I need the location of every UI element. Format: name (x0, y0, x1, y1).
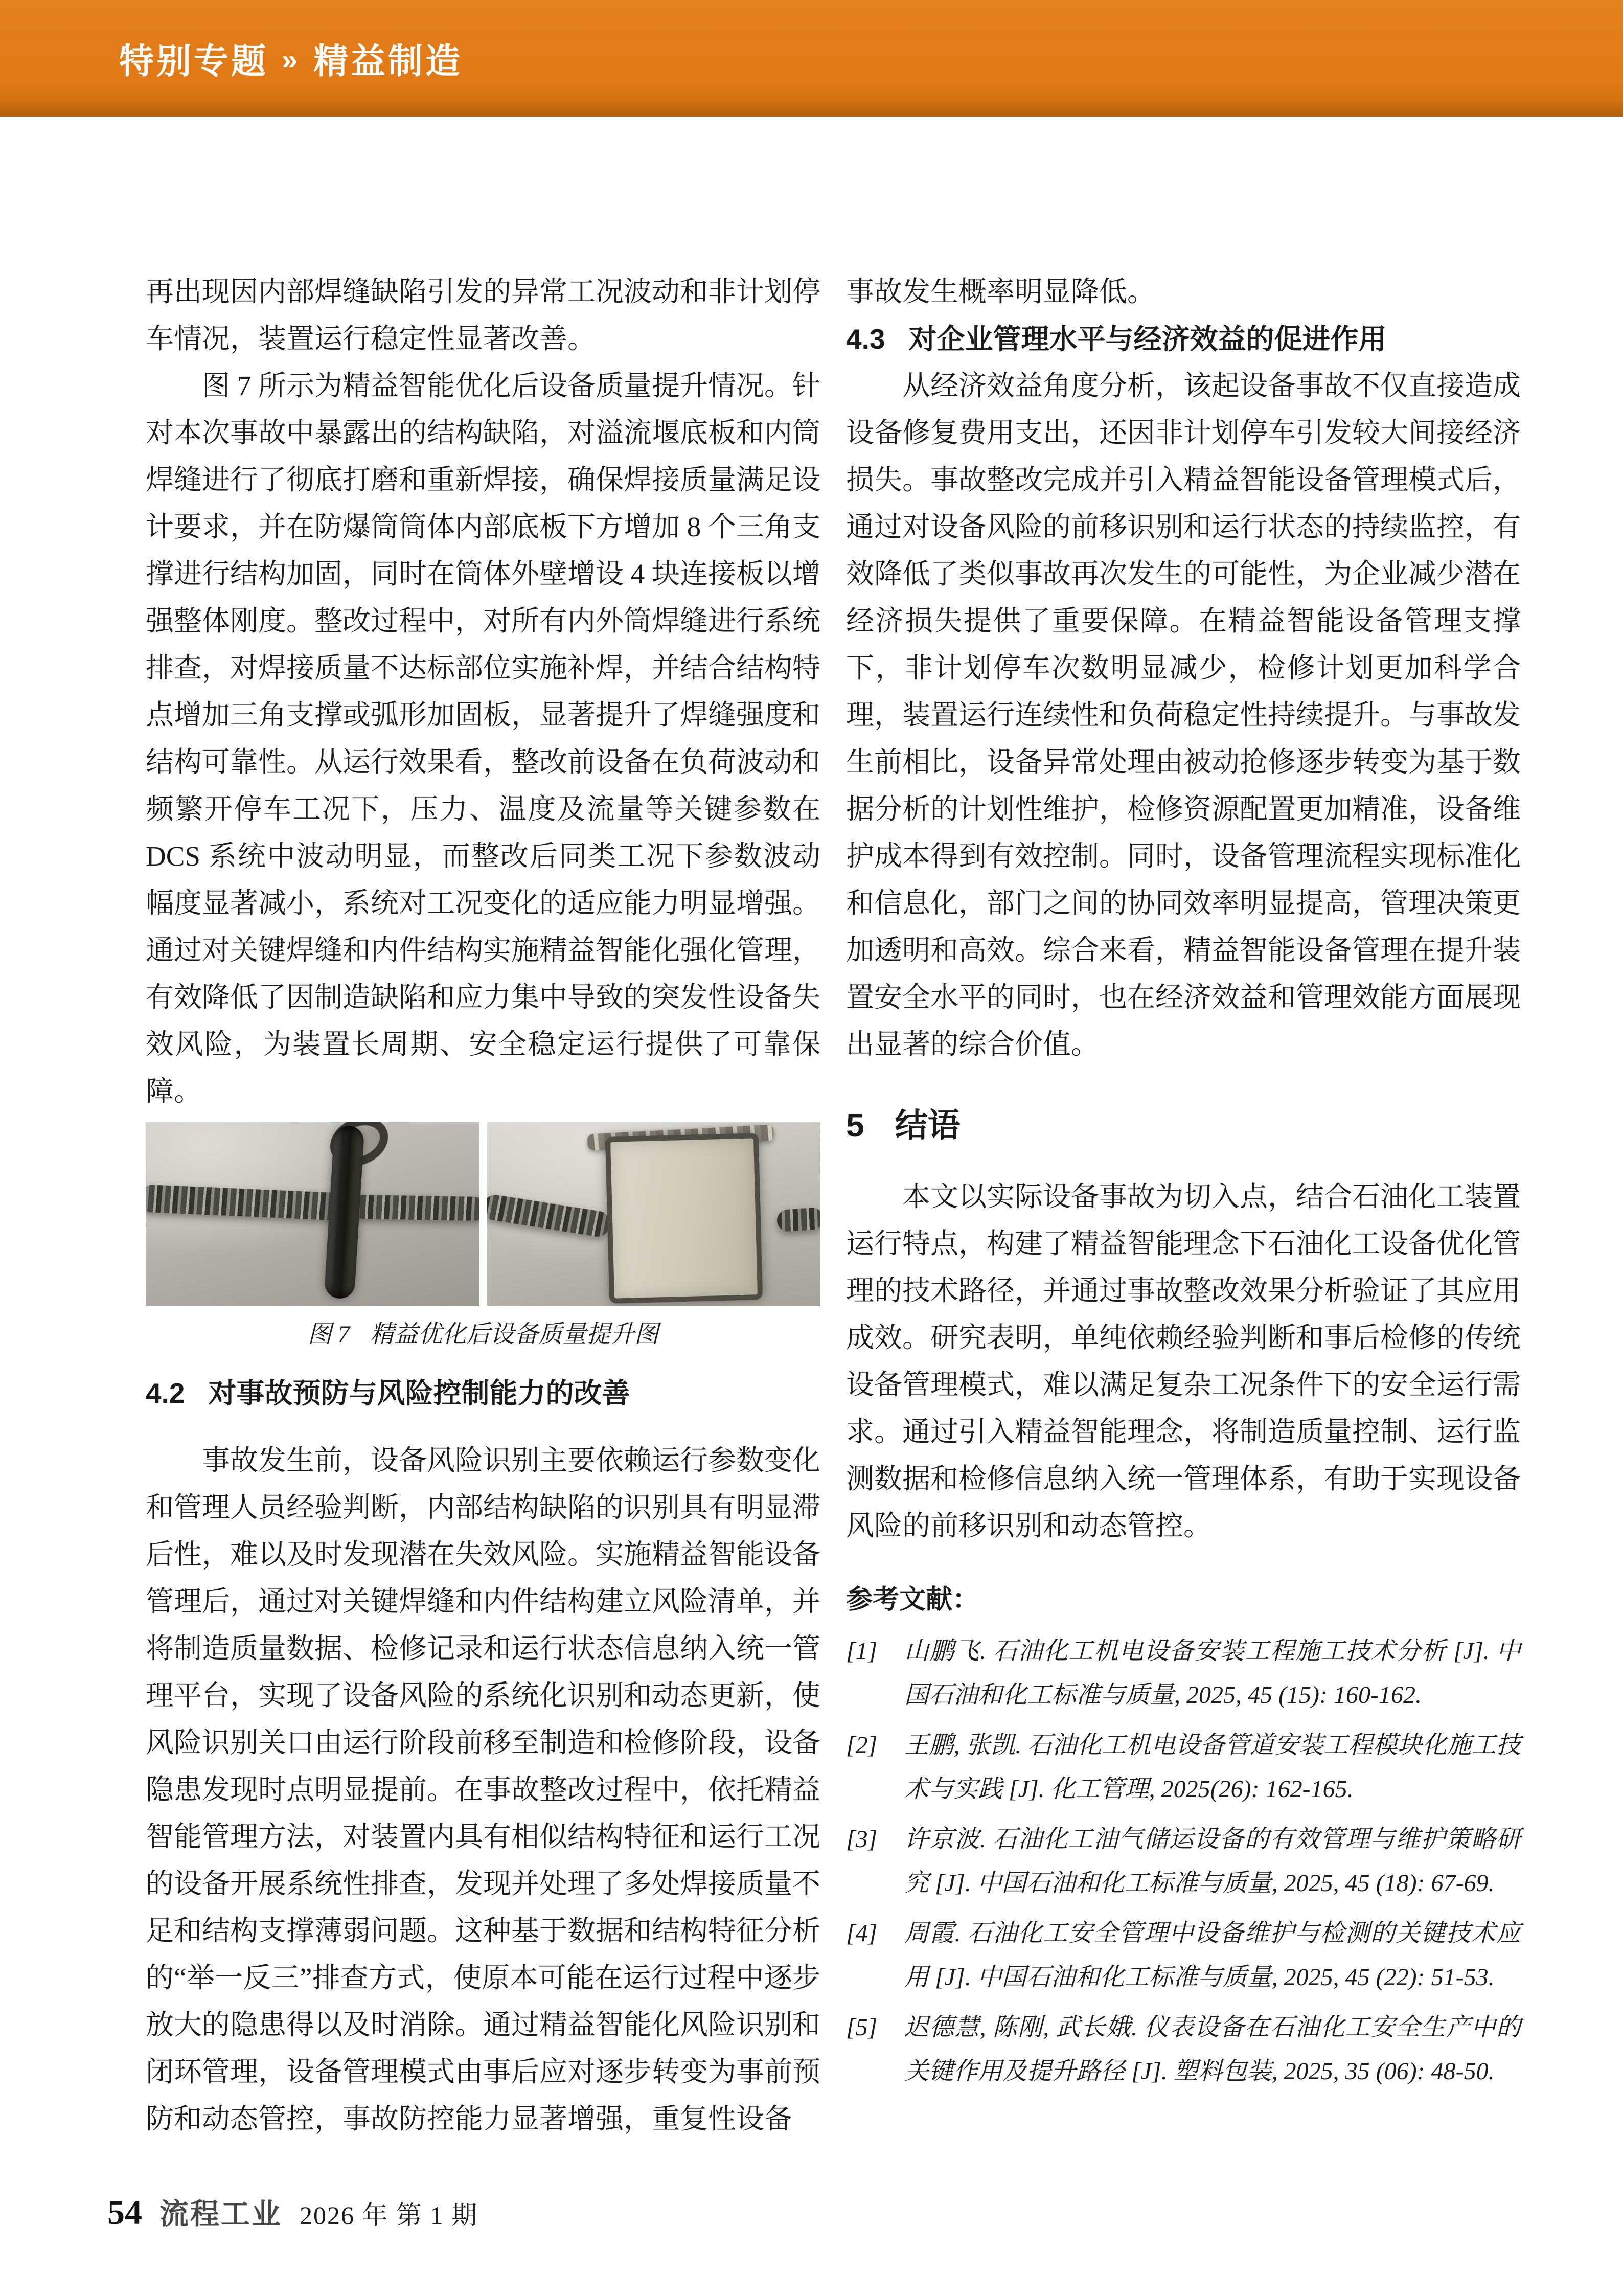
section-4-2-title: 对事故预防与风险控制能力的改善 (208, 1377, 630, 1409)
weld-bead-horizontal-left (146, 1184, 341, 1220)
journal-name: 流程工业 (159, 2198, 282, 2231)
weld-bead-horizontal-right (352, 1195, 479, 1221)
reference-index: [5] (846, 2014, 878, 2041)
issue-info: 2026 年 第 1 期 (300, 2201, 478, 2230)
paragraph-continuation-left: 再出现因内部焊缝缺陷引发的异常工况波动和非计划停车情况，装置运行稳定性显著改善。 (146, 276, 821, 354)
figure7 (146, 1122, 820, 1306)
reference-item (846, 2006, 1521, 2094)
weld-bead-right (776, 1207, 820, 1232)
reference-text: 许京波. 石油化工油气储运设备的有效管理与维护策略研究 [J]. 中国石油和化工标准与质量, 2025, 45 (18): 67-69. (904, 1826, 1521, 1897)
paragraph-figure7-discussion: 图 7 所示为精益智能优化后设备质量提升情况。针对本次事故中暴露出的结构缺陷，对溢流堰底板和内筒焊缝进行了彻底打磨和重新焊接，确保焊接质量满足设计要求，并在防爆筒筒体内部底板下方增加 8 个三角支撑进行结构加固，同时在筒体外壁增设 4 块连接板以增强整体刚度。整改过程中，对所有内外筒焊缝进行系统排查，对焊接质量不达标部位实施补焊，并结合结构特点增加三角支撑或弧形加固板，显著提升了焊缝强度和结构可靠性。从运行效果看，整改前设备在负荷波动和频繁开停车工况下，压力、温度及流量等关键参数在 DCS 系统中波动明显，而整改后同类工况下参数波动幅度显著减小，系统对工况变化的适应能力明显增强。通过对关键焊缝和内件结构实施精益智能化强化管理，有效降低了因制造缺陷和应力集中导致的突发性设备失效风险，为装置长周期、安全稳定运行提供了可靠保障。 (146, 370, 821, 1107)
paragraph-4-3: 从经济效益角度分析，该起设备事故不仅直接造成设备修复费用支出，还因非计划停车引发较大间接经济损失。事故整改完成并引入精益智能设备管理模式后，通过对设备风险的前移识别和运行状态的持续监控，有效降低了类似事故再次发生的可能性，为企业减少潜在经济损失提供了重要保障。在精益智能设备管理支撑下，非计划停车次数明显减少，检修计划更加科学合理，装置运行连续性和负荷稳定性持续提升。与事故发生前相比，设备异常处理由被动抢修逐步转变为基于数据分析的计划性维护，检修资源配置更加精准，设备维护成本得到有效控制。同时，设备管理流程实现标准化和信息化，部门之间的协同效率明显提高，管理决策更加透明和高效。综合来看，精益智能设备管理在提升装置安全水平的同时，也在经济效益和管理效能方面展现出显著的综合价值。 (846, 370, 1521, 1060)
header-subtopic-label: 精益制造 (313, 41, 463, 81)
page-number: 54 (107, 2193, 142, 2232)
paragraph-continuation-right: 事故发生概率明显降低。 (846, 276, 1156, 307)
reference-index: [1] (846, 1638, 878, 1665)
figure7-caption-label: 图 7 (307, 1321, 350, 1348)
section-heading-5 (846, 1098, 1521, 1153)
reference-item (846, 1723, 1521, 1811)
reference-text: 山鹏飞. 石油化工机电设备安装工程施工技术分析 [J]. 中国石油和化工标准与质量, 2025, 45 (15): 160-162. (904, 1638, 1521, 1709)
references-list (846, 1629, 1521, 2094)
chevron-separator-icon: » (282, 43, 301, 76)
figure7-caption (146, 1317, 820, 1351)
section-4-3-title: 对企业管理水平与经济效益的促进作用 (908, 323, 1387, 355)
reference-item (846, 1912, 1521, 1999)
weld-bead-left (487, 1193, 611, 1239)
left-column (146, 268, 820, 2143)
section-heading-4-3 (846, 315, 1521, 362)
reference-index: [4] (846, 1920, 878, 1947)
right-column (846, 268, 1521, 2094)
page-footer (107, 2191, 478, 2233)
header-topic-label: 特别专题 (119, 41, 269, 81)
figure7-photo-weld-seam (146, 1122, 479, 1306)
reference-index: [3] (846, 1826, 878, 1853)
weld-vertical-joint (324, 1125, 364, 1300)
figure7-photo-reinforcement-plate (487, 1122, 820, 1306)
reference-item (846, 1629, 1521, 1717)
header-banner (0, 0, 1623, 117)
section-5-number: 5 (846, 1107, 864, 1144)
reference-item (846, 1817, 1521, 1905)
reference-text: 周霞. 石油化工安全管理中设备维护与检测的关键技术应用 [J]. 中国石油和化工标准与质量, 2025, 45 (22): 51-53. (904, 1920, 1521, 1991)
section-heading-4-2 (146, 1370, 820, 1417)
header-title (119, 0, 463, 117)
reference-text: 王鹏, 张凯. 石油化工机电设备管道安装工程模块化施工技术与实践 [J]. 化工管理, 2025(26): 162-165. (904, 1732, 1521, 1803)
paragraph-4-2: 事故发生前，设备风险识别主要依赖运行参数变化和管理人员经验判断，内部结构缺陷的识别具有明显滞后性，难以及时发现潜在失效风险。实施精益智能设备管理后，通过对关键焊缝和内件结构建立风险清单，并将制造质量数据、检修记录和运行状态信息纳入统一管理平台，实现了设备风险的系统化识别和动态更新，使风险识别关口由运行阶段前移至制造和检修阶段，设备隐患发现时点明显提前。在事故整改过程中，依托精益智能管理方法，对装置内具有相似结构特征和运行工况的设备开展系统性排查，发现并处理了多处焊接质量不足和结构支撑薄弱问题。这种基于数据和结构特征分析的“举一反三”排查方式，使原本可能在运行过程中逐步放大的隐患得以及时消除。通过精益智能化风险识别和闭环管理，设备管理模式由事后应对逐步转变为事前预防和动态管控，事故防控能力显著增强，重复性设备 (146, 1445, 821, 2134)
reference-text: 迟德慧, 陈刚, 武长娥. 仪表设备在石油化工安全生产中的关键作用及提升路径 [J]. 塑料包装, 2025, 35 (06): 48-50. (904, 2014, 1521, 2085)
section-5-title: 结语 (895, 1107, 961, 1144)
reinforcement-plate (605, 1133, 763, 1304)
paragraph-5: 本文以实际设备事故为切入点，结合石油化工装置运行特点，构建了精益智能理念下石油化工设备优化管理的技术路径，并通过事故整改效果分析验证了其应用成效。研究表明，单纯依赖经验判断和事后检修的传统设备管理模式，难以满足复杂工况条件下的安全运行需求。通过引入精益智能理念，将制造质量控制、运行监测数据和检修信息纳入统一管理体系，有助于实现设备风险的前移识别和动态管控。 (846, 1181, 1521, 1541)
references-title: 参考文献： (846, 1585, 979, 1615)
reference-index: [2] (846, 1732, 878, 1759)
section-4-3-number: 4.3 (846, 323, 885, 355)
section-4-2-number: 4.2 (146, 1377, 185, 1409)
figure7-caption-text: 精益优化后设备质量提升图 (370, 1321, 659, 1348)
